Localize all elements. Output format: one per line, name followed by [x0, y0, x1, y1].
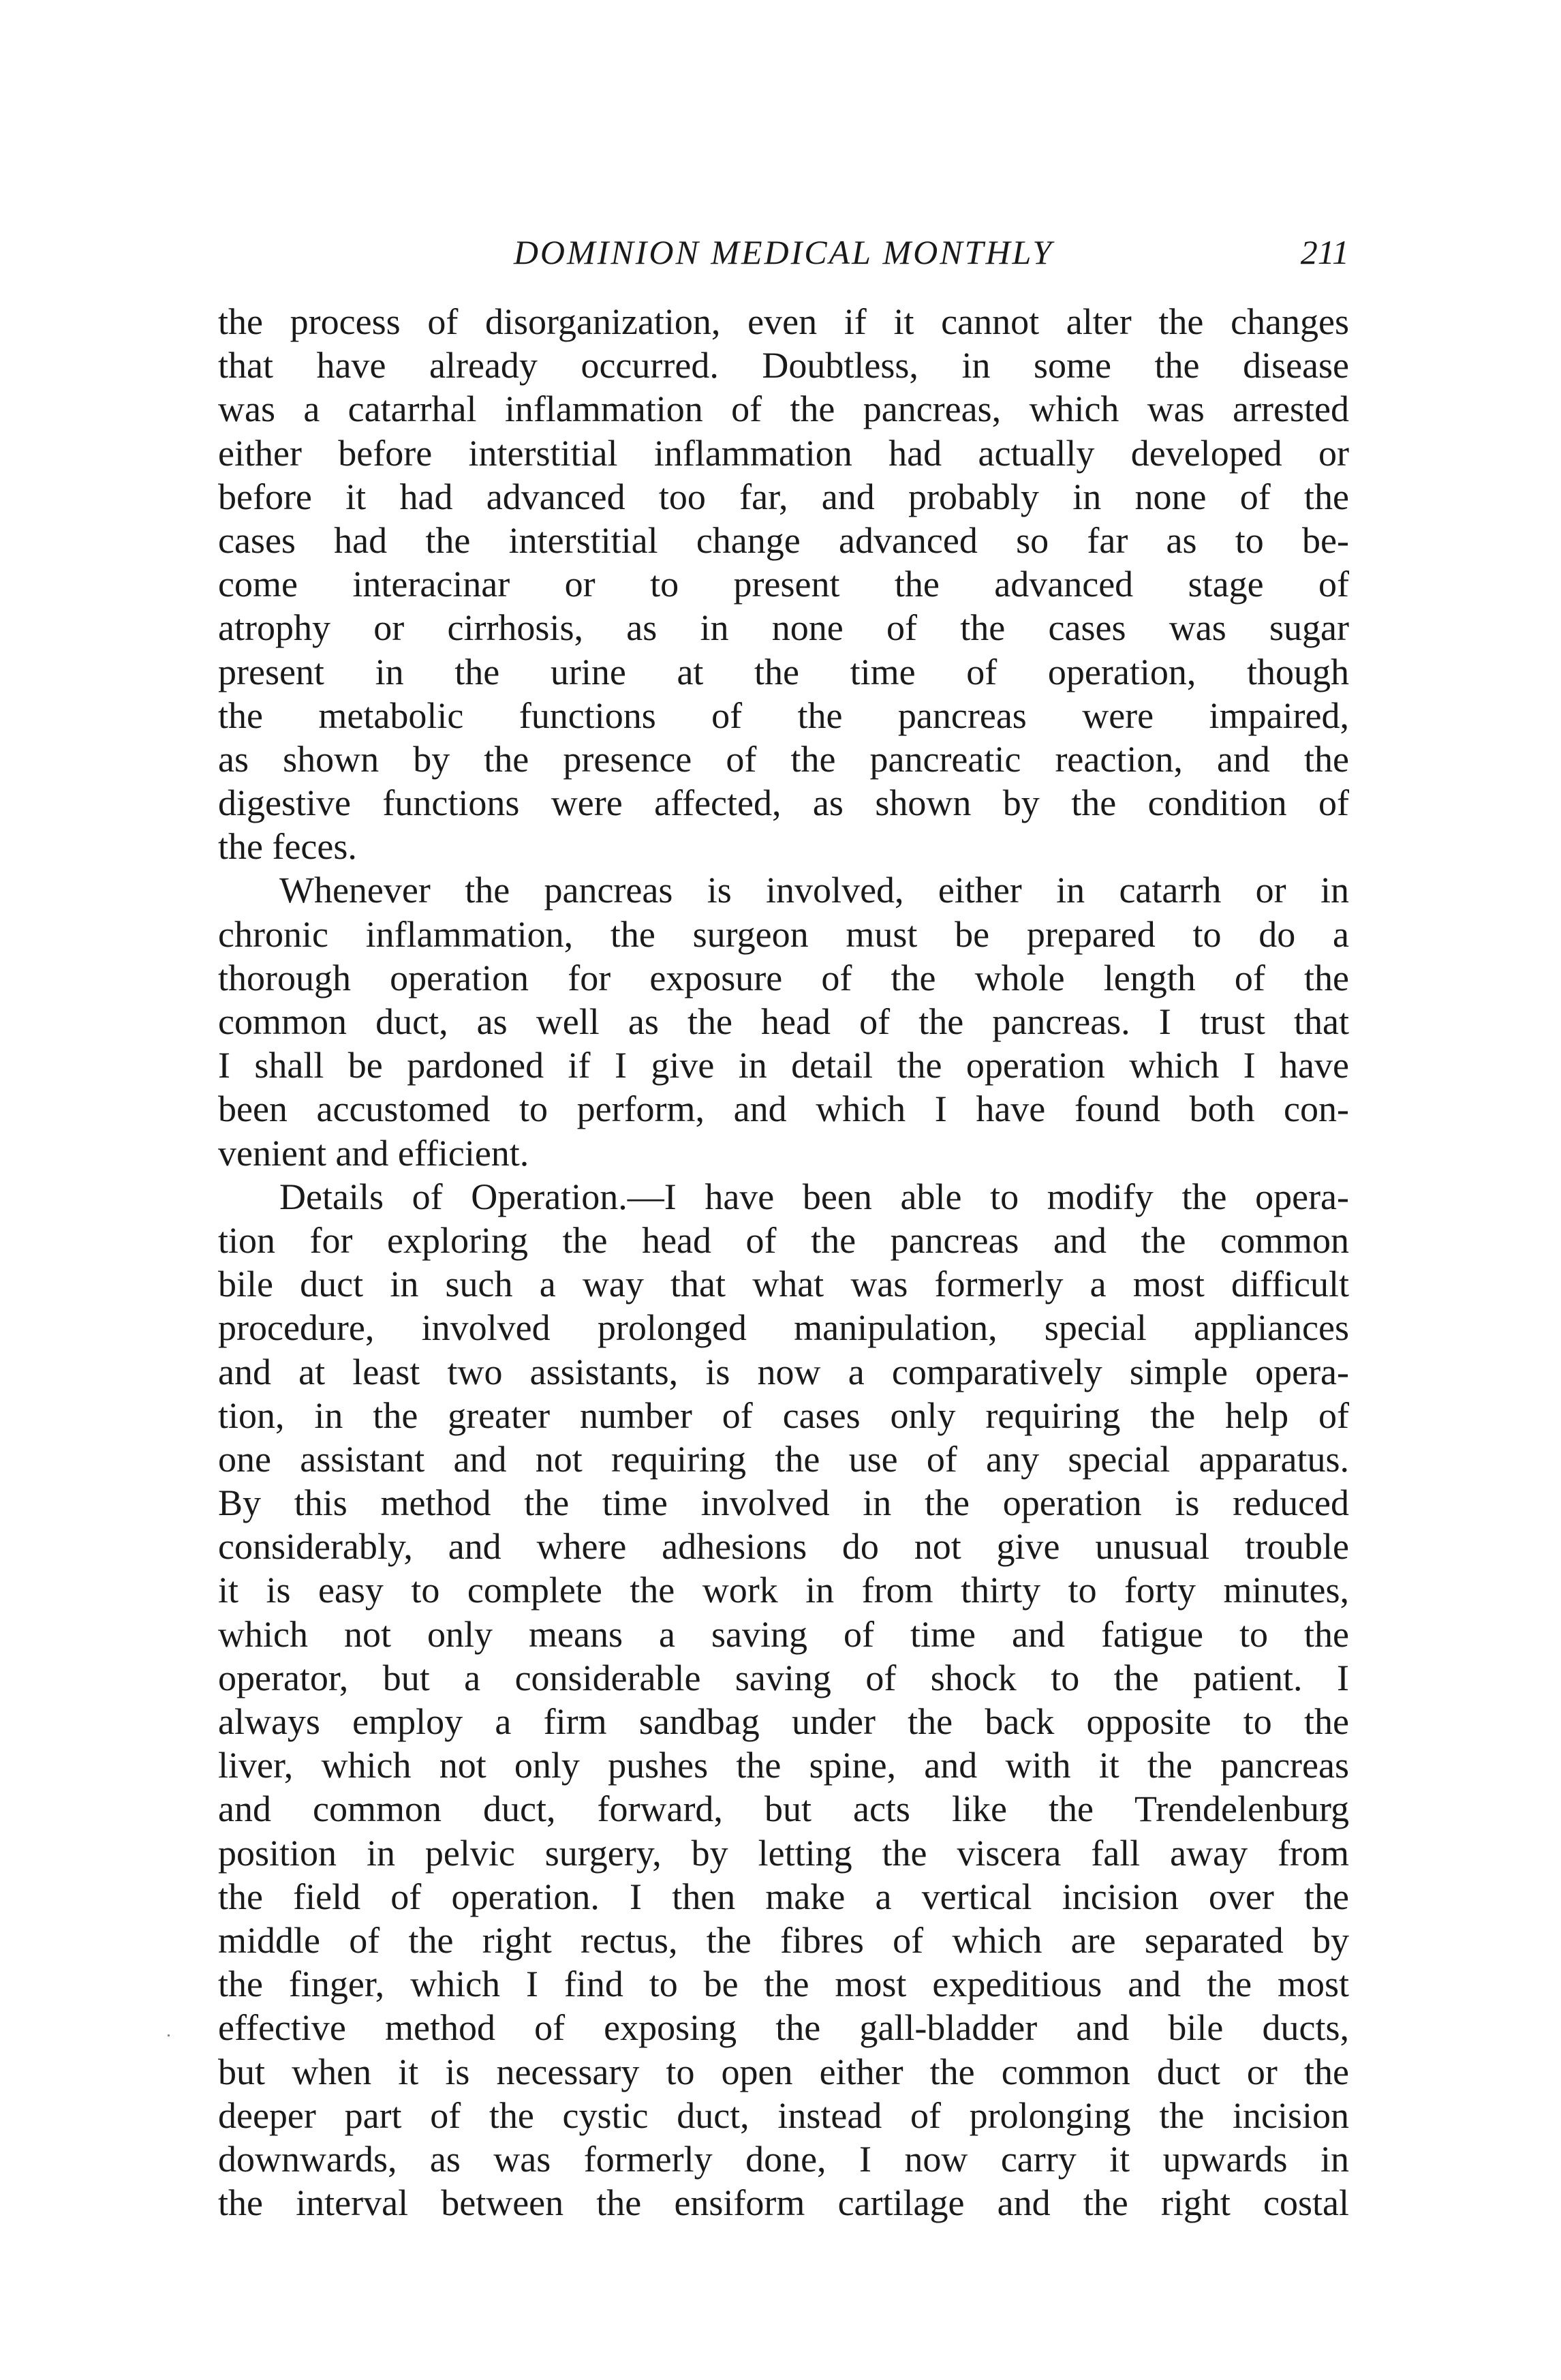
text-line: before it had advanced too far, and probably in none of the: [218, 476, 1349, 517]
text-line: come interacinar or to present the advanced stage of: [218, 564, 1349, 605]
text-line: the finger, which I find to be the most expeditious and the most: [218, 1964, 1349, 2005]
running-head: [218, 225, 1349, 279]
text-line: effective method of exposing the gall-bladder and bile ducts,: [218, 2007, 1349, 2049]
text-line: deeper part of the cystic duct, instead of prolonging the incision: [218, 2094, 1349, 2136]
text-line: the interval between the ensiform cartilage and the right costal: [218, 2182, 1349, 2224]
text-line: middle of the right rectus, the fibres of which are separated by: [218, 1919, 1349, 1961]
text-line: one assistant and not requiring the use of any special apparatus.: [218, 1438, 1349, 1480]
text-line: venient and efficient.: [218, 1132, 529, 1174]
text-line: tion, in the greater number of cases only requiring the help of: [218, 1394, 1349, 1436]
text-line: the process of disorganization, even if it cannot alter the changes: [218, 301, 1349, 342]
text-line: present in the urine at the time of operation, though: [218, 651, 1349, 692]
text-line: tion for exploring the head of the pancreas and the common: [218, 1219, 1349, 1261]
text-line: Whenever the pancreas is involved, either in catarrh or in: [279, 870, 1349, 911]
text-line: it is easy to complete the work in from thirty to forty minutes,: [218, 1570, 1349, 1611]
text-line: either before interstitial inflammation had actually developed or: [218, 432, 1349, 474]
body-text: [218, 300, 1349, 2225]
text-line: By this method the time involved in the operation is reduced: [218, 1482, 1349, 1524]
text-line: which not only means a saving of time and fatigue to the: [218, 1613, 1349, 1655]
text-line: chronic inflammation, the surgeon must be prepared to do a: [218, 913, 1349, 955]
stray-ink-mark: [168, 2034, 170, 2036]
text-line: Details of Operation.—I have been able to modify the opera-: [279, 1176, 1349, 1217]
text-line: I shall be pardoned if I give in detail the operation which I have: [218, 1045, 1349, 1086]
text-line: thorough operation for exposure of the whole length of the: [218, 957, 1349, 998]
text-line: that have already occurred. Doubtless, in some the disease: [218, 345, 1349, 386]
text-line: as shown by the presence of the pancreatic reaction, and the: [218, 738, 1349, 780]
text-line: and at least two assistants, is now a comparatively simple opera-: [218, 1351, 1349, 1392]
text-line: was a catarrhal inflammation of the pancreas, which was arrested: [218, 388, 1349, 430]
text-line: the field of operation. I then make a vertical incision over the: [218, 1876, 1349, 1917]
text-line: the metabolic functions of the pancreas were impaired,: [218, 695, 1349, 736]
text-line: the feces.: [218, 826, 357, 868]
text-line: liver, which not only pushes the spine, and with it the pancreas: [218, 1745, 1349, 1786]
text-line: considerably, and where adhesions do not give unusual trouble: [218, 1526, 1349, 1568]
text-line: digestive functions were affected, as shown by the condition of: [218, 782, 1349, 824]
text-line: atrophy or cirrhosis, as in none of the cases was sugar: [218, 607, 1349, 649]
text-line: always employ a firm sandbag under the back opposite to the: [218, 1701, 1349, 1742]
text-line: cases had the interstitial change advanced so far as to be-: [218, 519, 1349, 561]
text-line: downwards, as was formerly done, I now carry it upwards in: [218, 2138, 1349, 2180]
text-line: procedure, involved prolonged manipulation, special appliances: [218, 1307, 1349, 1349]
text-line: common duct, as well as the head of the pancreas. I trust that: [218, 1001, 1349, 1042]
page-number: 211: [1300, 233, 1349, 271]
text-line: bile duct in such a way that what was formerly a most difficult: [218, 1264, 1349, 1305]
text-line: and common duct, forward, but acts like the Trendelenburg: [218, 1788, 1349, 1830]
journal-title: DOMINION MEDICAL MONTHLY: [513, 233, 1054, 271]
text-line: position in pelvic surgery, by letting the viscera fall away from: [218, 1832, 1349, 1874]
text-line: operator, but a considerable saving of shock to the patient. I: [218, 1657, 1349, 1698]
text-line: been accustomed to perform, and which I have found both con-: [218, 1088, 1349, 1130]
text-line: but when it is necessary to open either the common duct or the: [218, 2051, 1349, 2092]
